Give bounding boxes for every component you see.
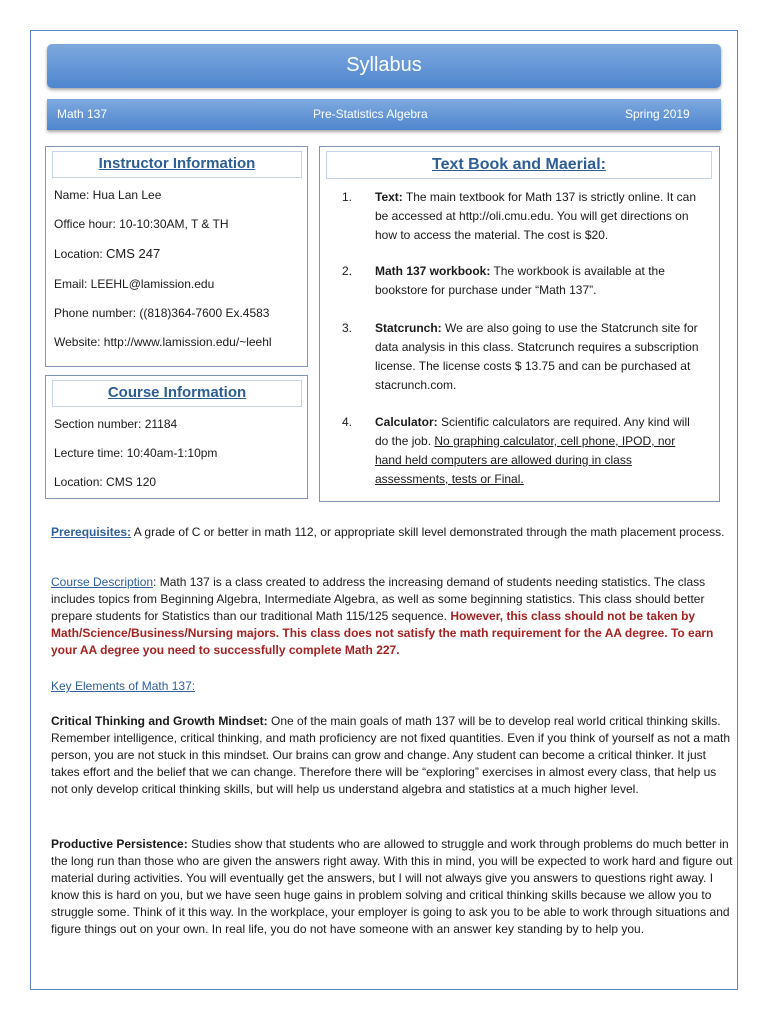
instructor-office-hour: Office hour: 10-10:30AM, T & TH [54,217,229,231]
textbook-item-workbook: 2. Math 137 workbook: The workbook is available at the bookstore for purchase under “Math 137”. [342,264,665,297]
course-info-heading: Course Information [52,380,302,407]
lecture-time: Lecture time: 10:40am-1:10pm [54,446,218,460]
textbook-item-statcrunch: 3. Statcrunch: We are also going to use the Statcrunch site for data analysis in this class. Statcrunch requires a subscription license. The license costs $ 13.75 and can be purchased at stacrunch.com. [342,321,699,392]
textbook-item-calculator: 4. Calculator: Scientific calculators are required. Any kind will do the job. No graphing calculator, cell phone, IPOD, nor hand held computers are allowed during in class assessments, tests or Final. [342,415,690,486]
title-banner [47,44,721,88]
course-term: Spring 2019 [625,107,690,121]
textbook-item-text: 1. Text: The main textbook for Math 137 is strictly online. It can be accessed at http://oli.cmu.edu. You will get directions on how to access the material. The cost is $20. [342,190,697,242]
course-info-box [45,375,308,499]
prerequisites-paragraph: Prerequisites: A grade of C or better in math 112, or appropriate skill level demonstrated through the math placement process. [51,525,725,539]
key-elements-heading: Key Elements of Math 137: [51,679,196,693]
course-location: Location: CMS 120 [54,475,157,489]
critical-thinking-paragraph: Critical Thinking and Growth Mindset: One of the main goals of math 137 will be to develop real world critical thinking skills. Remember intelligence, critical thinking, and math proficiency are not fixed quantities. Even if you think of yourself as not a math person, you are not stuck in this mindset. Our brains can grow and change. Any student can become a critical thinker. It just takes effort and the belief that we can change. Therefore there will be “exploring” exercises in almost every class, that help us not only develop critical thinking skills, but will help us understand algebra and statistics at a much higher level. [51,714,731,796]
textbook-heading: Text Book and Maerial: [326,151,712,179]
instructor-phone: Phone number: ((818)364-7600 Ex.4583 [54,306,270,320]
page-title: Syllabus [346,54,422,76]
productive-persistence-paragraph: Productive Persistence: Studies show that students who are allowed to struggle and work through problems do much better in the long run than those who are given the answers right away. With this in mind, you will be expected to work hard and figure out material during activities. You will eventually get the answers, but I will not always give you answers to questions right away. I know this is hard on you, but we have seen huge gains in problem solving and critical thinking skills because we allow you to struggle some. Think of it this way. In the workplace, your employer is going to ask you to be able to work through situations and figure things out on your own. In real life, you do not have someone with an answer key standing by to help you. [51,837,733,936]
instructor-heading: Instructor Information [52,151,302,178]
instructor-email: Email: LEEHL@lamission.edu [54,277,215,291]
course-subject: Pre-Statistics Algebra [313,107,428,121]
course-description-paragraph: Course Description: Math 137 is a class created to address the increasing demand of students needing statistics. The class includes topics from Beginning Algebra, Intermediate Algebra, as well as some beginning statistics. This class should better prepare students for Statistics than our traditional Math 115/125 sequence. However, this class should not be taken by Math/Science/Business/Nursing majors. This class does not satisfy the math requirement for the AA degree. To earn your AA degree you need to successfully complete Math 227. [51,575,714,657]
instructor-location: Location: CMS 247 [54,246,161,261]
course-banner [47,99,721,130]
section-number: Section number: 21184 [54,417,178,431]
instructor-website: Website: http://www.lamission.edu/~leehl [54,335,272,349]
instructor-box [45,146,308,367]
instructor-name: Name: Hua Lan Lee [54,188,162,202]
textbook-box [319,146,720,502]
course-number: Math 137 [57,107,108,121]
